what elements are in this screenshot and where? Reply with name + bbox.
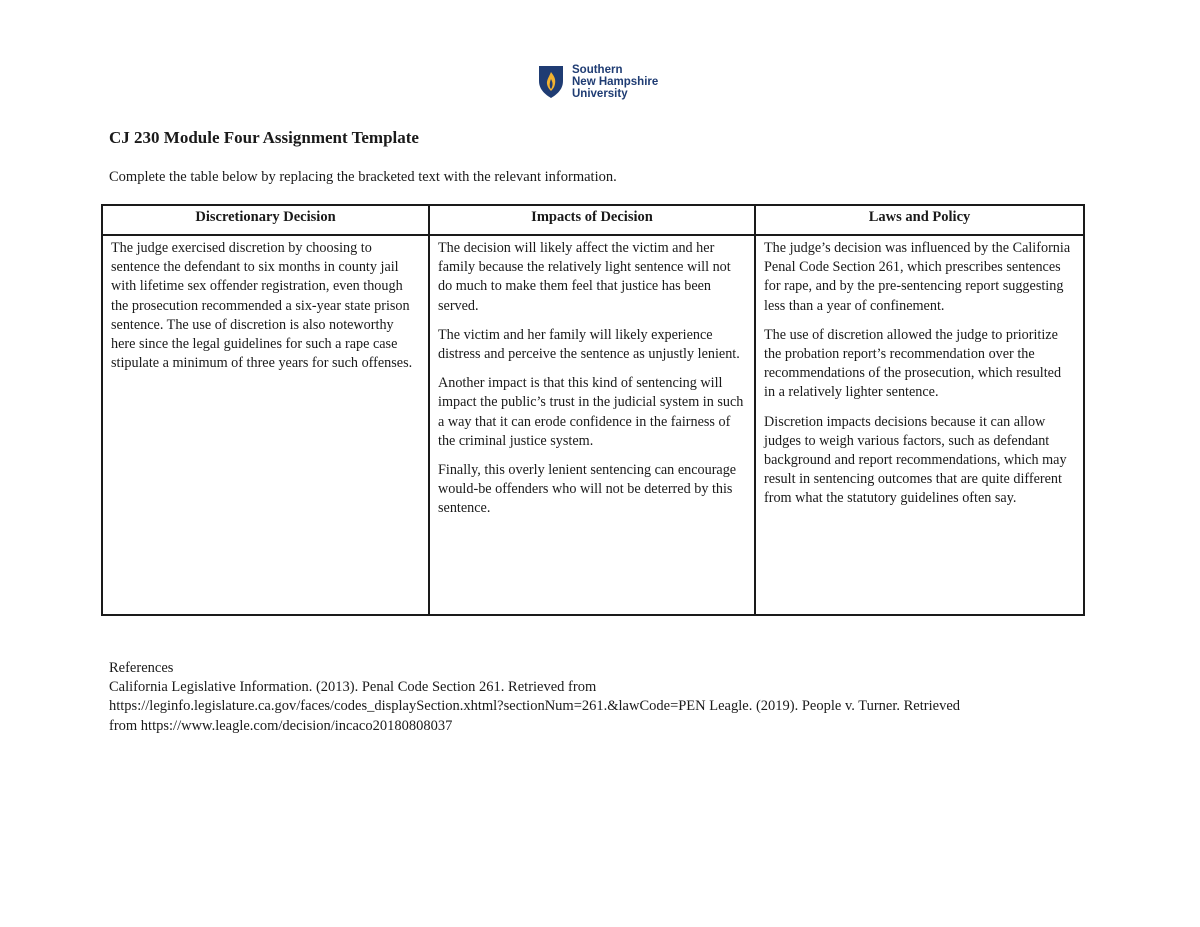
document-title: CJ 230 Module Four Assignment Template xyxy=(109,128,419,147)
cell-impacts-of-decision[interactable] xyxy=(429,235,755,615)
reference-line: California Legislative Information. (2013). Penal Code Section 261. Retrieved from xyxy=(109,679,597,696)
paragraph: The judge exercised discretion by choosing to sentence the defendant to six months in county jail with lifetime sex offender registration, even though the prosecution recommended a six-year state prison sentence. The use of discretion is also noteworthy here since the legal guidelines for such a rape case stipulate a minimum of three years for such offenses. xyxy=(111,240,413,372)
header-impacts-of-decision: Impacts of Decision xyxy=(429,205,755,235)
paragraph: The victim and her family will likely experience distress and perceive the sentence as unjustly lenient. xyxy=(438,326,740,363)
reference-line: https://leginfo.legislature.ca.gov/faces/codes_displaySection.xhtml?sectionNum=261.&lawCode=PEN Leagle. (2019). People v. Turner. Retrieved xyxy=(109,698,961,715)
logo-line-2: New Hampshire xyxy=(572,76,659,88)
table-row xyxy=(102,235,1084,615)
paragraph: The use of discretion allowed the judge to prioritize the probation report’s recommendation over the recommendations of the prosecution, which resulted in a relatively lighter sentence. xyxy=(764,326,1062,401)
paragraph: Another impact is that this kind of sentencing will impact the public’s trust in the judicial system in such a way that it can erode confidence in the fairness of the criminal justice system. xyxy=(438,375,744,449)
reference-line: from https://www.leagle.com/decision/incaco20180808037 xyxy=(109,717,453,734)
cell-discretionary-decision[interactable] xyxy=(102,235,429,615)
paragraph: The decision will likely affect the victim and her family because the relatively light sentence will not do much to make them feel that justice has been served. xyxy=(438,240,731,314)
table-header-row xyxy=(102,205,1084,235)
logo-wordmark xyxy=(572,64,658,100)
references-section xyxy=(109,659,1099,736)
shield-flame-icon xyxy=(538,65,564,99)
header-laws-and-policy: Laws and Policy xyxy=(755,205,1084,235)
university-logo xyxy=(538,64,658,100)
instructions-text: Complete the table below by replacing the bracketed text with the relevant information. xyxy=(109,169,617,185)
assignment-table xyxy=(101,204,1085,616)
header-discretionary-decision: Discretionary Decision xyxy=(102,205,429,235)
paragraph: Discretion impacts decisions because it can allow judges to weigh various factors, such as defendant background and report recommendations, which may result in sentencing outcomes that are quite different from what the statutory guidelines often say. xyxy=(764,413,1067,507)
paragraph: The judge’s decision was influenced by the California Penal Code Section 261, which prescribes sentences for rape, and by the pre-sentencing report suggesting less than a year of confinement. xyxy=(764,240,1071,314)
cell-laws-and-policy[interactable] xyxy=(755,235,1084,615)
logo-line-1: Southern xyxy=(572,64,623,76)
paragraph: Finally, this overly lenient sentencing can encourage would-be offenders who will not be deterred by this sentence. xyxy=(438,462,737,517)
logo-line-3: University xyxy=(572,88,628,100)
references-heading: References xyxy=(109,660,174,676)
